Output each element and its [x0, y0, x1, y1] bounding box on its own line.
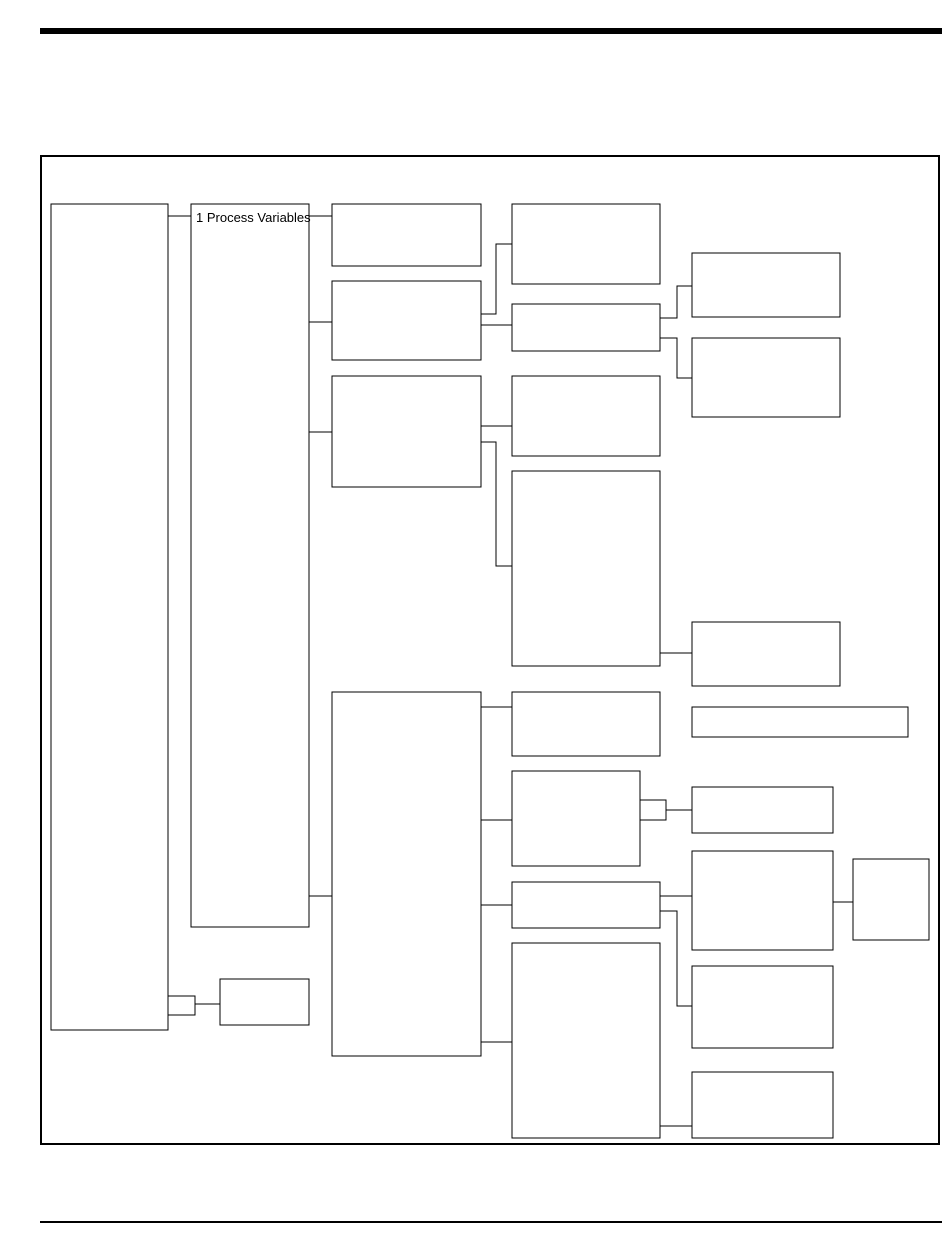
- level4-node-8[interactable]: [692, 1072, 833, 1138]
- level4-node-7[interactable]: [692, 966, 833, 1048]
- level3-node-1[interactable]: [512, 204, 660, 284]
- level3-node-5[interactable]: [512, 692, 660, 756]
- small-branch-node[interactable]: [220, 979, 309, 1025]
- pv-node-d[interactable]: [332, 692, 481, 1056]
- level4-node-5[interactable]: [692, 787, 833, 833]
- level4-node-4[interactable]: [692, 707, 908, 737]
- level3-node-7[interactable]: [512, 882, 660, 928]
- footer-rule: [40, 1221, 942, 1223]
- level5-node-1[interactable]: [853, 859, 929, 940]
- process-variables-label: 1 Process Variables: [196, 210, 311, 225]
- pv-node-a[interactable]: [332, 204, 481, 266]
- level3-node-3[interactable]: [512, 376, 660, 456]
- level4-node-2[interactable]: [692, 338, 840, 417]
- level3-node-2[interactable]: [512, 304, 660, 351]
- root-node: [51, 204, 168, 1030]
- level4-node-3[interactable]: [692, 622, 840, 686]
- level3-node-6[interactable]: [512, 771, 640, 866]
- level3-node-4[interactable]: [512, 471, 660, 666]
- pv-node-b[interactable]: [332, 281, 481, 360]
- level3-node-8[interactable]: [512, 943, 660, 1138]
- process-variables-node[interactable]: [191, 204, 309, 927]
- level4-node-6[interactable]: [692, 851, 833, 950]
- level4-node-1[interactable]: [692, 253, 840, 317]
- pv-node-c[interactable]: [332, 376, 481, 487]
